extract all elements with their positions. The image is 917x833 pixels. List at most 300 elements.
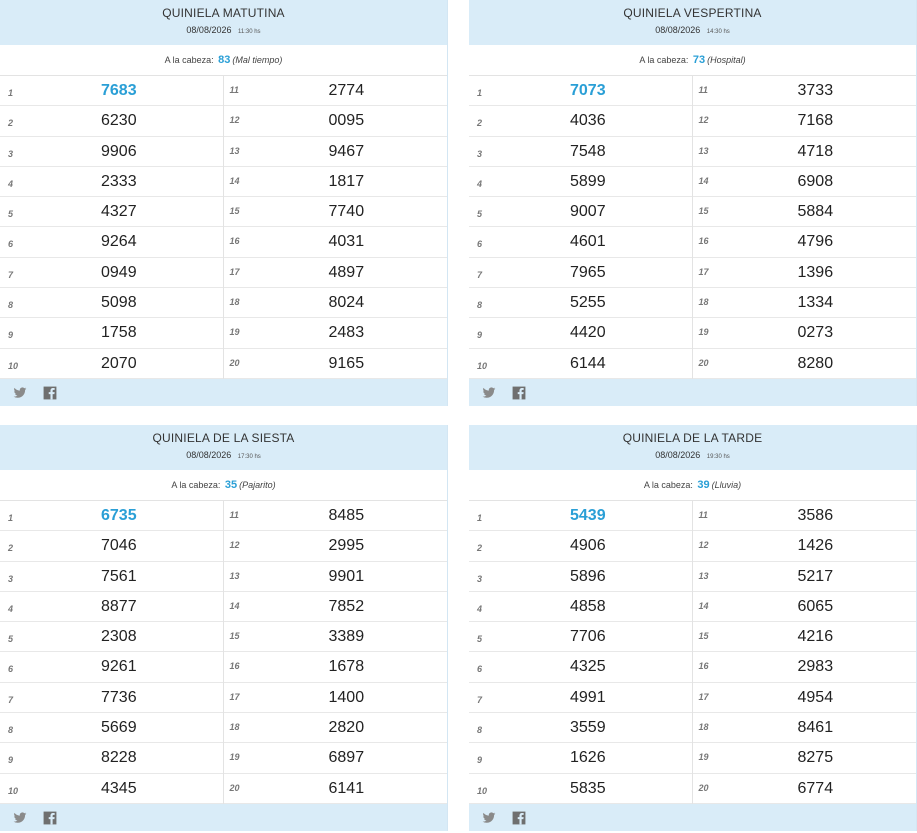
result-number: 4796 <box>797 233 834 251</box>
result-row <box>693 652 917 682</box>
result-position: 5 <box>8 634 14 645</box>
result-number: 5884 <box>797 203 834 221</box>
result-position: 9 <box>8 330 14 341</box>
result-row <box>0 622 223 652</box>
result-position: 19 <box>698 752 709 763</box>
result-row <box>224 349 448 379</box>
result-position: 11 <box>698 510 708 520</box>
result-position: 12 <box>229 115 240 126</box>
result-position: 10 <box>8 360 19 371</box>
result-position: 6 <box>8 239 14 250</box>
result-number: 9467 <box>328 142 365 160</box>
results-column-11-20 <box>224 501 448 804</box>
result-number: 5899 <box>570 172 606 190</box>
cabeza-label: A la cabeza: <box>643 480 693 490</box>
result-position: 5 <box>477 209 483 220</box>
result-number: 7561 <box>101 567 137 585</box>
result-position: 19 <box>229 327 240 338</box>
result-number: 6735 <box>101 507 137 524</box>
result-row <box>693 774 917 804</box>
result-position: 14 <box>229 175 240 186</box>
result-row <box>693 106 917 136</box>
result-row <box>224 227 448 257</box>
result-row <box>0 743 223 773</box>
result-position: 20 <box>698 357 709 368</box>
result-number: 4718 <box>797 142 834 160</box>
result-position: 15 <box>698 631 709 642</box>
result-row <box>469 76 692 106</box>
card-footer <box>469 804 916 831</box>
result-row <box>224 258 448 288</box>
result-position: 14 <box>698 175 709 186</box>
result-number: 9901 <box>328 567 365 585</box>
result-position: 16 <box>229 236 240 247</box>
result-row <box>224 288 448 318</box>
result-row <box>0 76 223 106</box>
cabeza-meaning-text: Mal tiempo <box>235 55 280 65</box>
result-row <box>469 531 692 561</box>
result-row <box>469 318 692 348</box>
result-row <box>0 652 223 682</box>
result-position: 18 <box>229 297 240 308</box>
result-position: 4 <box>8 178 14 189</box>
results-table <box>0 501 447 804</box>
result-number: 3733 <box>797 82 834 99</box>
cabeza-summary <box>469 45 916 76</box>
result-number: 1758 <box>101 324 137 342</box>
result-number: 2820 <box>328 719 365 737</box>
result-number: 1400 <box>328 688 365 706</box>
result-number: 9261 <box>101 658 137 676</box>
result-number: 5217 <box>797 567 834 585</box>
draw-time: 17:30 hs <box>237 454 261 460</box>
quiniela-card <box>0 425 448 831</box>
result-row <box>469 652 692 682</box>
result-position: 1 <box>477 513 483 523</box>
result-position: 3 <box>8 148 14 159</box>
result-position: 1 <box>8 513 14 523</box>
card-header <box>469 0 916 45</box>
result-position: 4 <box>477 178 483 189</box>
twitter-icon[interactable] <box>482 811 496 825</box>
result-number: 0949 <box>101 263 137 281</box>
draw-datetime <box>469 25 916 35</box>
result-number: 2333 <box>101 172 137 190</box>
result-number: 3559 <box>570 719 606 737</box>
result-position: 9 <box>8 755 14 766</box>
cabeza-number: 73 <box>692 54 706 66</box>
result-position: 5 <box>8 209 14 220</box>
result-position: 18 <box>229 722 240 733</box>
draw-date: 08/08/2026 <box>655 25 701 35</box>
cabeza-meaning: (Hospital) <box>707 55 746 65</box>
card-title: QUINIELA VESPERTINA <box>623 6 762 20</box>
result-row <box>469 774 692 804</box>
quiniela-card <box>0 0 448 406</box>
result-position: 20 <box>229 782 240 793</box>
result-position: 17 <box>698 691 709 702</box>
result-row <box>693 562 917 592</box>
cabeza-summary <box>0 45 447 76</box>
result-position: 6 <box>477 664 483 675</box>
result-row <box>224 622 448 652</box>
result-number: 4031 <box>328 233 365 251</box>
result-position: 14 <box>229 600 240 611</box>
result-position: 13 <box>698 145 709 156</box>
cabeza-summary <box>0 470 447 501</box>
results-column-1-10 <box>0 76 224 379</box>
result-row <box>469 562 692 592</box>
result-row <box>693 167 917 197</box>
result-position: 15 <box>229 206 240 217</box>
result-row <box>469 349 692 379</box>
card-footer <box>0 804 447 831</box>
result-position: 16 <box>698 236 709 247</box>
result-row <box>0 318 223 348</box>
result-row <box>693 713 917 743</box>
result-row <box>469 683 692 713</box>
result-number: 8275 <box>797 749 834 767</box>
result-row <box>0 106 223 136</box>
result-row <box>469 713 692 743</box>
result-row <box>224 197 448 227</box>
result-position: 10 <box>477 785 488 796</box>
result-position: 4 <box>477 603 483 614</box>
result-number: 1334 <box>797 294 834 312</box>
results-column-11-20 <box>693 501 917 804</box>
draw-datetime <box>0 450 447 460</box>
result-number: 0095 <box>328 112 365 130</box>
result-position: 13 <box>698 570 709 581</box>
result-number: 1426 <box>797 537 834 555</box>
result-position: 3 <box>477 573 483 584</box>
cabeza-meaning-text: Hospital <box>710 55 743 65</box>
result-row <box>0 258 223 288</box>
twitter-icon[interactable] <box>13 386 27 400</box>
results-column-11-20 <box>693 76 917 379</box>
result-row <box>693 501 917 531</box>
result-row <box>224 76 448 106</box>
result-number: 4906 <box>570 537 606 555</box>
result-number: 1396 <box>797 263 834 281</box>
result-number: 4327 <box>101 203 137 221</box>
cabeza-meaning-text: Lluvia <box>714 480 739 490</box>
result-number: 7736 <box>101 688 137 706</box>
result-position: 8 <box>477 725 483 736</box>
result-position: 12 <box>698 540 709 551</box>
result-number: 6908 <box>797 172 834 190</box>
result-row <box>469 622 692 652</box>
draw-datetime <box>0 25 447 35</box>
result-number: 7683 <box>101 82 137 99</box>
result-row <box>693 258 917 288</box>
result-number: 4897 <box>328 263 365 281</box>
result-row <box>693 288 917 318</box>
cabeza-summary <box>469 470 916 501</box>
result-row <box>469 197 692 227</box>
result-number: 6774 <box>797 779 834 797</box>
result-position: 10 <box>8 785 19 796</box>
twitter-icon[interactable] <box>482 386 496 400</box>
result-row <box>469 137 692 167</box>
result-row <box>469 106 692 136</box>
result-row <box>469 592 692 622</box>
result-number: 0273 <box>797 324 834 342</box>
result-number: 9906 <box>101 142 137 160</box>
results-column-11-20 <box>224 76 448 379</box>
result-row <box>693 349 917 379</box>
result-number: 4601 <box>570 233 606 251</box>
result-position: 8 <box>8 300 14 311</box>
result-number: 5255 <box>570 294 606 312</box>
result-number: 9165 <box>328 354 365 372</box>
cabeza-meaning: (Lluvia) <box>711 480 742 490</box>
result-number: 1678 <box>328 658 365 676</box>
result-position: 19 <box>698 327 709 338</box>
result-position: 18 <box>698 722 709 733</box>
result-number: 4420 <box>570 324 606 342</box>
result-position: 9 <box>477 330 483 341</box>
result-number: 9264 <box>101 233 137 251</box>
result-row <box>693 197 917 227</box>
draw-date: 08/08/2026 <box>186 450 232 460</box>
result-position: 7 <box>8 269 14 280</box>
result-position: 1 <box>8 88 14 98</box>
result-position: 20 <box>229 357 240 368</box>
card-header <box>469 425 916 470</box>
result-row <box>224 713 448 743</box>
result-number: 8877 <box>101 597 137 615</box>
result-row <box>0 349 223 379</box>
result-number: 4345 <box>101 779 137 797</box>
result-position: 1 <box>477 88 483 98</box>
result-position: 2 <box>477 543 483 554</box>
result-row <box>224 683 448 713</box>
result-row <box>693 622 917 652</box>
result-number: 6897 <box>328 749 365 767</box>
result-position: 6 <box>477 239 483 250</box>
result-position: 19 <box>229 752 240 763</box>
result-number: 4036 <box>570 112 606 130</box>
result-position: 6 <box>8 664 14 675</box>
result-number: 2483 <box>328 324 365 342</box>
cabeza-label: A la cabeza: <box>164 55 214 65</box>
result-number: 7740 <box>328 203 365 221</box>
results-column-1-10 <box>469 501 693 804</box>
result-row <box>469 501 692 531</box>
result-row <box>0 227 223 257</box>
result-number: 5896 <box>570 567 606 585</box>
result-position: 2 <box>8 118 14 129</box>
result-number: 1626 <box>570 749 606 767</box>
results-column-1-10 <box>469 76 693 379</box>
result-row <box>469 227 692 257</box>
card-footer <box>469 379 916 406</box>
draw-date: 08/08/2026 <box>186 25 232 35</box>
result-number: 1817 <box>328 172 365 190</box>
result-number: 7706 <box>570 628 606 646</box>
result-row <box>693 318 917 348</box>
result-position: 12 <box>698 115 709 126</box>
cabeza-number: 39 <box>697 479 710 491</box>
result-position: 11 <box>229 510 239 520</box>
result-number: 2308 <box>101 628 137 646</box>
result-position: 14 <box>698 600 709 611</box>
cabeza-meaning: (Mal tiempo) <box>232 55 283 65</box>
result-number: 6065 <box>797 597 834 615</box>
result-position: 7 <box>8 694 14 705</box>
result-number: 5439 <box>570 507 606 524</box>
results-table <box>469 76 916 379</box>
card-header <box>0 425 447 470</box>
result-row <box>469 258 692 288</box>
result-number: 6141 <box>328 779 365 797</box>
result-number: 8280 <box>797 354 834 372</box>
result-number: 5669 <box>101 719 137 737</box>
result-position: 2 <box>8 543 14 554</box>
facebook-icon[interactable] <box>512 811 526 825</box>
result-row <box>224 501 448 531</box>
result-row <box>224 531 448 561</box>
result-number: 5098 <box>101 294 137 312</box>
result-row <box>0 683 223 713</box>
result-position: 16 <box>698 661 709 672</box>
result-position: 10 <box>477 360 488 371</box>
result-number: 6230 <box>101 112 137 130</box>
result-position: 8 <box>8 725 14 736</box>
result-row <box>224 743 448 773</box>
result-row <box>0 562 223 592</box>
result-row <box>224 562 448 592</box>
card-title: QUINIELA DE LA SIESTA <box>152 431 295 445</box>
result-number: 6144 <box>570 354 606 372</box>
result-position: 15 <box>229 631 240 642</box>
result-row <box>224 167 448 197</box>
result-position: 4 <box>8 603 14 614</box>
result-row <box>693 137 917 167</box>
result-position: 9 <box>477 755 483 766</box>
result-row <box>693 683 917 713</box>
results-column-1-10 <box>0 501 224 804</box>
result-position: 18 <box>698 297 709 308</box>
draw-time: 11:30 hs <box>237 29 261 35</box>
cabeza-meaning-text: Pajarito <box>242 480 273 490</box>
result-position: 20 <box>698 782 709 793</box>
result-number: 4216 <box>797 628 834 646</box>
result-number: 4954 <box>797 688 834 706</box>
facebook-icon[interactable] <box>43 811 57 825</box>
cabeza-number: 35 <box>224 479 238 491</box>
result-number: 9007 <box>570 203 606 221</box>
result-position: 3 <box>477 148 483 159</box>
result-position: 11 <box>698 85 708 95</box>
result-number: 8228 <box>101 749 137 767</box>
cabeza-meaning: (Pajarito) <box>239 480 276 490</box>
facebook-icon[interactable] <box>43 386 57 400</box>
result-row <box>693 743 917 773</box>
results-table <box>469 501 916 804</box>
result-row <box>469 288 692 318</box>
draw-time: 14:30 hs <box>706 29 730 35</box>
result-number: 4325 <box>570 658 606 676</box>
result-row <box>0 501 223 531</box>
result-row <box>693 531 917 561</box>
result-row <box>0 167 223 197</box>
results-table <box>0 76 447 379</box>
result-row <box>469 167 692 197</box>
result-number: 2070 <box>101 354 137 372</box>
result-row <box>224 774 448 804</box>
result-number: 5835 <box>570 779 606 797</box>
draw-time: 19:30 hs <box>706 454 730 460</box>
result-position: 13 <box>229 145 240 156</box>
result-position: 17 <box>229 691 240 702</box>
quiniela-card <box>469 0 917 406</box>
facebook-icon[interactable] <box>512 386 526 400</box>
result-number: 3389 <box>328 628 365 646</box>
result-row <box>693 227 917 257</box>
result-row <box>693 76 917 106</box>
result-position: 5 <box>477 634 483 645</box>
card-footer <box>0 379 447 406</box>
result-number: 8024 <box>328 294 365 312</box>
quiniela-card <box>469 425 917 831</box>
result-number: 2995 <box>328 537 365 555</box>
result-row <box>224 137 448 167</box>
result-number: 7046 <box>101 537 137 555</box>
card-header <box>0 0 447 45</box>
result-number: 2983 <box>797 658 834 676</box>
result-number: 4991 <box>570 688 606 706</box>
result-row <box>0 197 223 227</box>
result-number: 7548 <box>570 142 606 160</box>
draw-datetime <box>469 450 916 460</box>
draw-date: 08/08/2026 <box>655 450 701 460</box>
result-position: 3 <box>8 573 14 584</box>
result-position: 8 <box>477 300 483 311</box>
card-title: QUINIELA DE LA TARDE <box>622 431 763 445</box>
result-row <box>469 743 692 773</box>
result-position: 13 <box>229 570 240 581</box>
card-title: QUINIELA MATUTINA <box>162 6 285 20</box>
result-row <box>0 774 223 804</box>
result-row <box>0 288 223 318</box>
cabeza-label: A la cabeza: <box>639 55 689 65</box>
result-position: 15 <box>698 206 709 217</box>
result-number: 7073 <box>570 82 606 99</box>
result-position: 17 <box>229 266 240 277</box>
result-row <box>0 137 223 167</box>
cabeza-label: A la cabeza: <box>171 480 221 490</box>
cabeza-number: 83 <box>218 54 231 66</box>
result-position: 12 <box>229 540 240 551</box>
result-position: 7 <box>477 269 483 280</box>
result-number: 7965 <box>570 263 606 281</box>
result-number: 7852 <box>328 597 365 615</box>
result-row <box>224 652 448 682</box>
result-row <box>693 592 917 622</box>
result-row <box>0 592 223 622</box>
result-position: 11 <box>229 85 239 95</box>
result-row <box>224 318 448 348</box>
result-number: 8461 <box>797 719 834 737</box>
result-number: 7168 <box>797 112 834 130</box>
twitter-icon[interactable] <box>13 811 27 825</box>
result-number: 4858 <box>570 597 606 615</box>
result-number: 8485 <box>328 507 365 524</box>
result-position: 2 <box>477 118 483 129</box>
result-row <box>224 592 448 622</box>
